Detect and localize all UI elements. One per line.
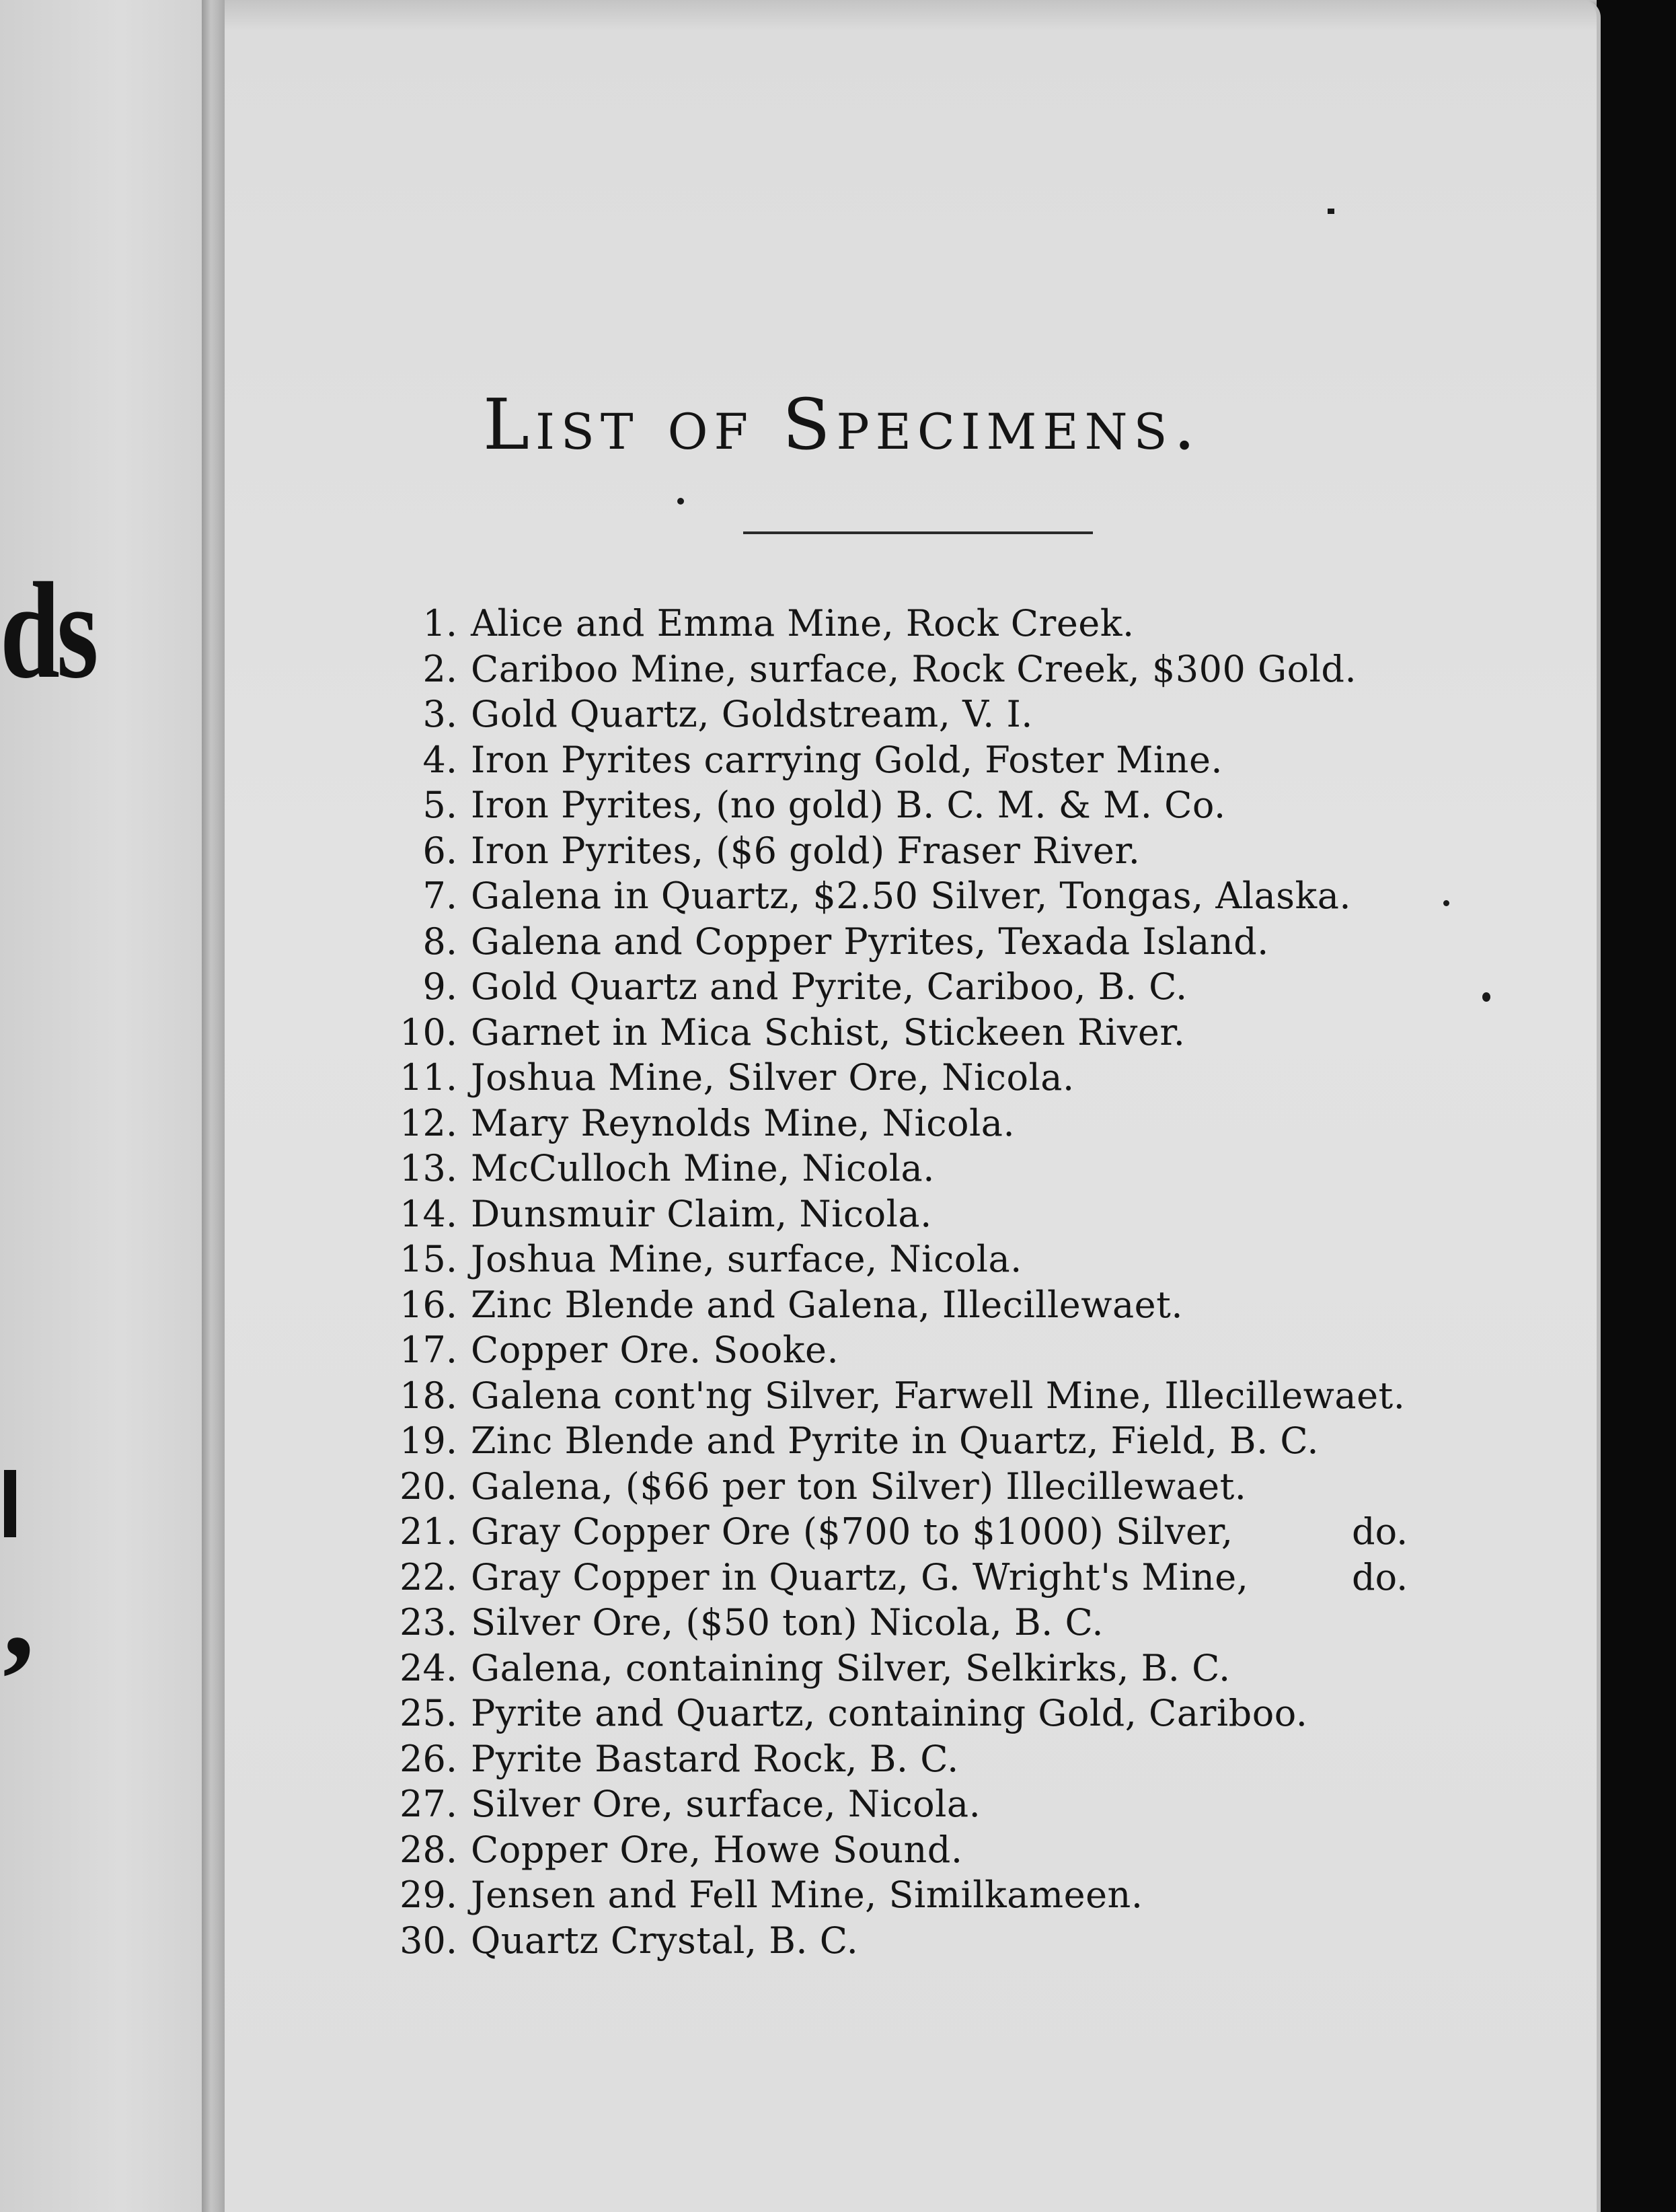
specimen-entry	[377, 1691, 1480, 1736]
specimen-entry	[377, 919, 1480, 965]
specimen-description: Garnet in Mica Schist, Stickeen River.	[471, 1010, 1186, 1054]
specimen-entry	[377, 1781, 1480, 1827]
specimen-entry	[377, 1872, 1480, 1918]
specimen-ditto-mark: do.	[1352, 1510, 1408, 1553]
specimen-description: Pyrite Bastard Rock, B. C.	[471, 1737, 959, 1780]
specimen-number: 23.	[399, 1601, 457, 1644]
specimen-description: Silver Ore, surface, Nicola.	[471, 1783, 981, 1825]
specimen-number: 28.	[399, 1828, 457, 1871]
specimen-description: Pyrite and Quartz, containing Gold, Cariboo.	[471, 1692, 1308, 1734]
specimen-number: 21.	[399, 1510, 457, 1553]
left-page-punctuation: ,	[3, 1543, 35, 1685]
specimen-entry	[377, 1918, 1480, 1964]
specimen-list	[377, 601, 1480, 1963]
specimen-description: Galena, containing Silver, Selkirks, B. C.	[471, 1646, 1231, 1689]
specimen-number: 22.	[399, 1555, 457, 1598]
specimen-entry	[377, 1600, 1480, 1646]
specimen-description: Zinc Blende and Pyrite in Quartz, Field, B. C.	[471, 1420, 1319, 1462]
specimen-entry	[377, 1146, 1480, 1191]
specimen-description: Gray Copper Ore ($700 to $1000) Silver,	[471, 1510, 1233, 1553]
specimen-number: 30.	[399, 1919, 457, 1962]
specimen-entry	[377, 1373, 1480, 1419]
specimen-number: 25.	[399, 1692, 457, 1734]
specimen-number: 4.	[422, 738, 457, 781]
specimen-description: Copper Ore. Sooke.	[471, 1329, 839, 1371]
specimen-entry	[377, 1418, 1480, 1464]
specimen-description: Dunsmuir Claim, Nicola.	[471, 1192, 932, 1235]
specimen-number: 24.	[399, 1646, 457, 1689]
specimen-description: Alice and Emma Mine, Rock Creek.	[471, 602, 1135, 644]
specimen-entry	[377, 828, 1480, 874]
specimen-description: Iron Pyrites, (no gold) B. C. M. & M. Co.	[471, 784, 1226, 826]
specimen-number: 16.	[399, 1283, 457, 1326]
ink-speck	[1328, 209, 1334, 214]
specimen-description: McCulloch Mine, Nicola.	[471, 1147, 935, 1189]
specimen-description: Gray Copper in Quartz, G. Wright's Mine,	[471, 1555, 1249, 1598]
title-divider	[743, 531, 1093, 534]
specimen-entry	[377, 1191, 1480, 1237]
specimen-ditto-mark: do.	[1352, 1555, 1408, 1598]
specimen-number: 3.	[422, 693, 457, 735]
ink-speck	[677, 498, 684, 505]
specimen-entry	[377, 1237, 1480, 1282]
specimen-entry	[377, 692, 1480, 737]
specimen-entry	[377, 601, 1480, 647]
specimen-description: Copper Ore, Howe Sound.	[471, 1828, 963, 1871]
specimen-number: 9.	[422, 965, 457, 1008]
page-title: List of Specimens.	[483, 383, 1202, 466]
specimen-entry	[377, 1327, 1480, 1373]
specimen-number: 12.	[399, 1101, 457, 1144]
specimen-number: 20.	[399, 1465, 457, 1508]
specimen-description: Iron Pyrites carrying Gold, Foster Mine.	[471, 738, 1223, 781]
specimen-entry	[377, 1646, 1480, 1691]
left-page-fragment	[0, 0, 202, 2212]
specimen-entry	[377, 647, 1480, 692]
specimen-entry	[377, 964, 1480, 1010]
specimen-description: Zinc Blende and Galena, Illecillewaet.	[471, 1283, 1184, 1326]
specimen-entry	[377, 1010, 1480, 1056]
specimen-number: 17.	[399, 1329, 457, 1371]
specimen-number: 27.	[399, 1783, 457, 1825]
specimen-number: 2.	[422, 647, 457, 690]
specimen-number: 7.	[422, 875, 457, 917]
specimen-description: Jensen and Fell Mine, Similkameen.	[471, 1874, 1143, 1916]
specimen-description: Quartz Crystal, B. C.	[471, 1919, 859, 1962]
specimen-number: 13.	[399, 1147, 457, 1189]
page-gutter	[202, 0, 225, 2212]
specimen-number: 5.	[422, 784, 457, 826]
specimen-entry	[377, 1282, 1480, 1328]
specimen-description: Galena and Copper Pyrites, Texada Island.	[471, 920, 1269, 963]
specimen-entry	[377, 873, 1480, 919]
specimen-number: 29.	[399, 1874, 457, 1916]
specimen-description: Galena, ($66 per ton Silver) Illecillewaet.	[471, 1465, 1247, 1508]
specimen-description: Gold Quartz and Pyrite, Cariboo, B. C.	[471, 965, 1188, 1008]
specimen-number: 14.	[399, 1192, 457, 1235]
specimen-entry	[377, 1509, 1480, 1555]
specimen-number: 26.	[399, 1737, 457, 1780]
specimen-description: Cariboo Mine, surface, Rock Creek, $300 Gold.	[471, 647, 1357, 690]
specimen-number: 6.	[422, 829, 457, 872]
left-page-text-fragment: ds	[0, 554, 96, 707]
specimen-number: 10.	[399, 1010, 457, 1054]
ink-speck	[1482, 992, 1490, 1002]
specimen-number: 8.	[422, 920, 457, 963]
specimen-number: 1.	[422, 602, 457, 644]
specimen-description: Iron Pyrites, ($6 gold) Fraser River.	[471, 829, 1141, 872]
specimen-description: Galena in Quartz, $2.50 Silver, Tongas, Alaska.	[471, 875, 1352, 917]
specimen-number: 19.	[399, 1420, 457, 1462]
specimen-entry	[377, 1464, 1480, 1510]
specimen-entry	[377, 1736, 1480, 1782]
specimen-entry	[377, 737, 1480, 783]
specimen-description: Mary Reynolds Mine, Nicola.	[471, 1101, 1016, 1144]
specimen-description: Gold Quartz, Goldstream, V. I.	[471, 693, 1033, 735]
specimen-number: 18.	[399, 1374, 457, 1417]
specimen-description: Joshua Mine, Silver Ore, Nicola.	[471, 1056, 1075, 1099]
specimen-description: Galena cont'ng Silver, Farwell Mine, Illecillewaet.	[471, 1374, 1406, 1417]
specimen-entry	[377, 1055, 1480, 1101]
specimen-description: Silver Ore, ($50 ton) Nicola, B. C.	[471, 1601, 1104, 1644]
specimen-entry	[377, 782, 1480, 828]
specimen-number: 11.	[399, 1056, 457, 1099]
specimen-number: 15.	[399, 1238, 457, 1280]
specimen-entry	[377, 1827, 1480, 1873]
specimen-entry	[377, 1101, 1480, 1146]
specimen-entry	[377, 1555, 1480, 1600]
specimen-description: Joshua Mine, surface, Nicola.	[471, 1238, 1022, 1280]
left-page-mark	[4, 1470, 16, 1537]
